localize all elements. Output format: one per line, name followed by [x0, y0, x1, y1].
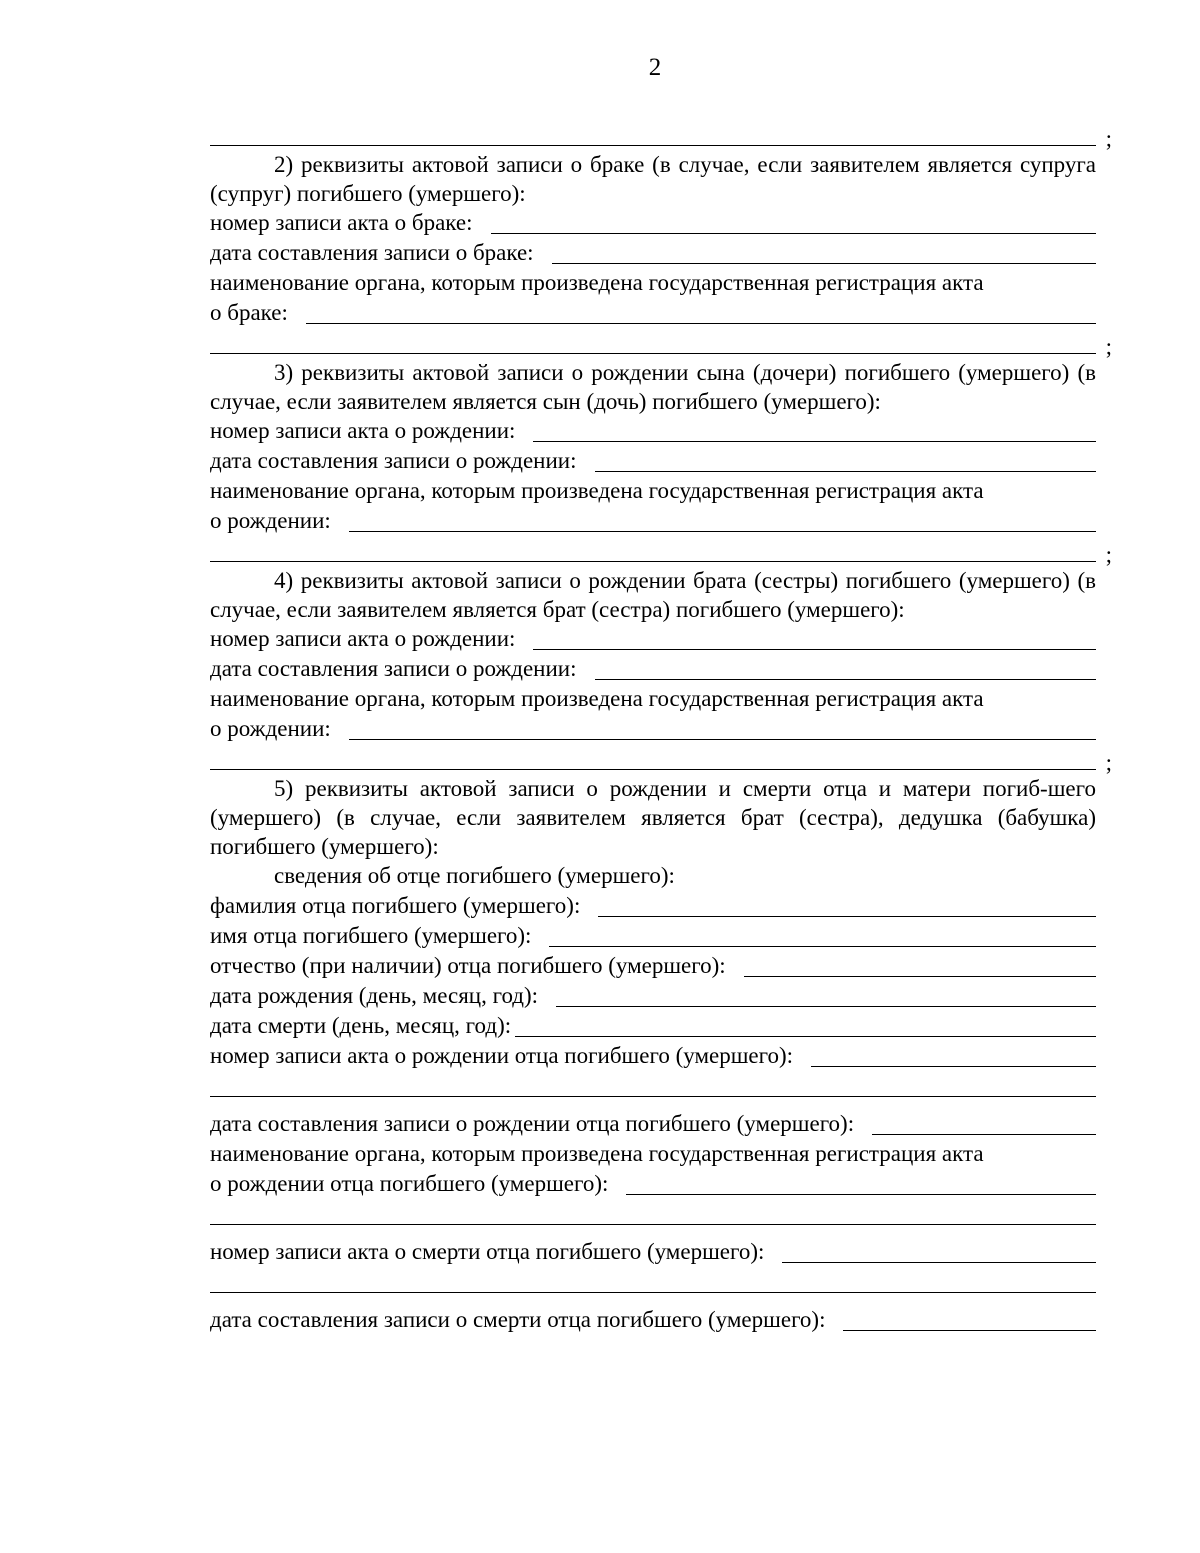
semicolon: ;	[1105, 126, 1112, 151]
sec3-heading: 3) реквизиты актовой записи о рождении сына (дочери) погибшего (умершего) (в случае, если заявителем является сын (дочь) погибшего (умершего):	[210, 360, 1096, 414]
sec5-birth-organ-label-line2: о рождении отца погибшего (умершего):	[210, 1171, 609, 1196]
blank-field[interactable]	[210, 353, 1096, 354]
blank-field[interactable]	[210, 1224, 1096, 1225]
blank-field[interactable]	[210, 1292, 1096, 1293]
sec2-heading: 2) реквизиты актовой записи о браке (в случае, если заявителем является супруга (супруг) погибшего (умершего):	[210, 152, 1096, 206]
form-body	[210, 120, 1112, 1335]
sec5-birth-record-number-row	[210, 1041, 1096, 1071]
sec2-date-field[interactable]	[552, 263, 1096, 264]
sec4-organ-field[interactable]	[349, 739, 1096, 740]
sec3-organ-continuation	[210, 536, 1112, 567]
sec4-date-field[interactable]	[595, 679, 1097, 680]
sec4-organ-label-line2: о рождении:	[210, 716, 331, 741]
sec5-death-record-number-row	[210, 1237, 1096, 1267]
sec5-birth-record-number-field[interactable]	[811, 1066, 1096, 1067]
sec4-number-row	[210, 624, 1096, 654]
sec5-father-info: сведения об отце погибшего (умершего):	[274, 863, 675, 888]
sec5-patronymic-field[interactable]	[744, 976, 1096, 977]
sec5-death-record-date-label: дата составления записи о смерти отца погибшего (умершего):	[210, 1307, 826, 1332]
sec5-death-record-number-field[interactable]	[782, 1262, 1096, 1263]
sec5-birth-organ-field[interactable]	[626, 1194, 1096, 1195]
sec5-patronymic-row	[210, 951, 1096, 981]
sec3-organ-label-line1: наименование органа, которым произведена государственная регистрация акта	[210, 478, 984, 503]
sec5-name-row	[210, 921, 1096, 951]
sec5-surname-field[interactable]	[598, 916, 1096, 917]
sec3-date-field[interactable]	[595, 471, 1097, 472]
sec5-heading: 5) реквизиты актовой записи о рождении и смерти отца и матери погиб-шего (умершего) (в случае, если заявителем является брат (сестра), дедушка (бабушка) погибшего (умершего):	[210, 776, 1096, 859]
sec3-organ-field[interactable]	[349, 531, 1096, 532]
sec5-death-record-date-row	[210, 1305, 1096, 1335]
blank-field[interactable]	[210, 1096, 1096, 1097]
sec5-birth-record-date-field[interactable]	[872, 1134, 1096, 1135]
sec4-number-label: номер записи акта о рождении:	[210, 626, 516, 651]
sec4-date-label: дата составления записи о рождении:	[210, 656, 577, 681]
semicolon: ;	[1105, 750, 1112, 775]
sec5-birth-date-label: дата рождения (день, месяц, год):	[210, 983, 539, 1008]
sec5-birth-organ-row	[210, 1169, 1096, 1199]
sec2-number-field[interactable]	[491, 233, 1097, 234]
sec3-organ-label-line2: о рождении:	[210, 508, 331, 533]
sec3-number-row	[210, 416, 1096, 446]
blank-field[interactable]	[210, 145, 1096, 146]
sec4-number-field[interactable]	[533, 649, 1096, 650]
sec2-organ-row	[210, 298, 1096, 328]
sec4-organ-continuation	[210, 744, 1112, 775]
sec4-organ-label-line1: наименование органа, которым произведена государственная регистрация акта	[210, 686, 984, 711]
sec5-surname-label: фамилия отца погибшего (умершего):	[210, 893, 581, 918]
sec5-death-date-field[interactable]	[515, 1036, 1096, 1037]
sec2-organ-label-line1: наименование органа, которым произведена государственная регистрация акта	[210, 270, 984, 295]
sec5-name-field[interactable]	[549, 946, 1096, 947]
sec3-organ-row	[210, 506, 1096, 536]
sec5-birth-date-field[interactable]	[556, 1006, 1096, 1007]
sec2-organ-field[interactable]	[306, 323, 1096, 324]
sec5-death-date-label: дата смерти (день, месяц, год):	[210, 1013, 512, 1038]
sec5-death-record-number-label: номер записи акта о смерти отца погибшего (умершего):	[210, 1239, 765, 1264]
sec5-birth-record-number-label: номер записи акта о рождении отца погибшего (умершего):	[210, 1043, 794, 1068]
sec5-patronymic-label: отчество (при наличии) отца погибшего (умершего):	[210, 953, 726, 978]
sec5-name-label: имя отца погибшего (умершего):	[210, 923, 532, 948]
sec2-organ-label-line2: о браке:	[210, 300, 288, 325]
blank-field[interactable]	[210, 561, 1096, 562]
sec5-birth-record-date-label: дата составления записи о рождении отца погибшего (умершего):	[210, 1111, 855, 1136]
sec3-number-label: номер записи акта о рождении:	[210, 418, 516, 443]
page-number: 2	[648, 54, 662, 81]
sec5-surname-row	[210, 891, 1096, 921]
sec5-death-record-date-field[interactable]	[843, 1330, 1096, 1331]
sec4-heading: 4) реквизиты актовой записи о рождении брата (сестры) погибшего (умершего) (в случае, если заявителем является брат (сестра) погибшего (умершего):	[210, 568, 1096, 622]
sec2-date-label: дата составления записи о браке:	[210, 240, 534, 265]
sec5-death-record-number-continuation	[210, 1267, 1096, 1297]
sec5-birth-organ-continuation	[210, 1199, 1096, 1229]
semicolon: ;	[1105, 542, 1112, 567]
sec2-number-label: номер записи акта о браке:	[210, 210, 473, 235]
sec1-continuation-line	[210, 120, 1112, 151]
sec3-date-label: дата составления записи о рождении:	[210, 448, 577, 473]
sec5-birth-record-date-row	[210, 1109, 1096, 1139]
sec4-organ-row	[210, 714, 1096, 744]
sec3-number-field[interactable]	[533, 441, 1096, 442]
sec2-organ-continuation	[210, 328, 1112, 359]
sec5-birth-date-row	[210, 981, 1096, 1011]
sec3-date-row	[210, 446, 1096, 476]
sec5-birth-organ-label-line1: наименование органа, которым произведена государственная регистрация акта	[210, 1141, 984, 1166]
blank-field[interactable]	[210, 769, 1096, 770]
sec2-number-row	[210, 208, 1096, 238]
sec5-birth-record-number-continuation	[210, 1071, 1096, 1101]
sec2-date-row	[210, 238, 1096, 268]
sec5-death-date-row	[210, 1011, 1096, 1041]
semicolon: ;	[1105, 334, 1112, 359]
sec4-date-row	[210, 654, 1096, 684]
